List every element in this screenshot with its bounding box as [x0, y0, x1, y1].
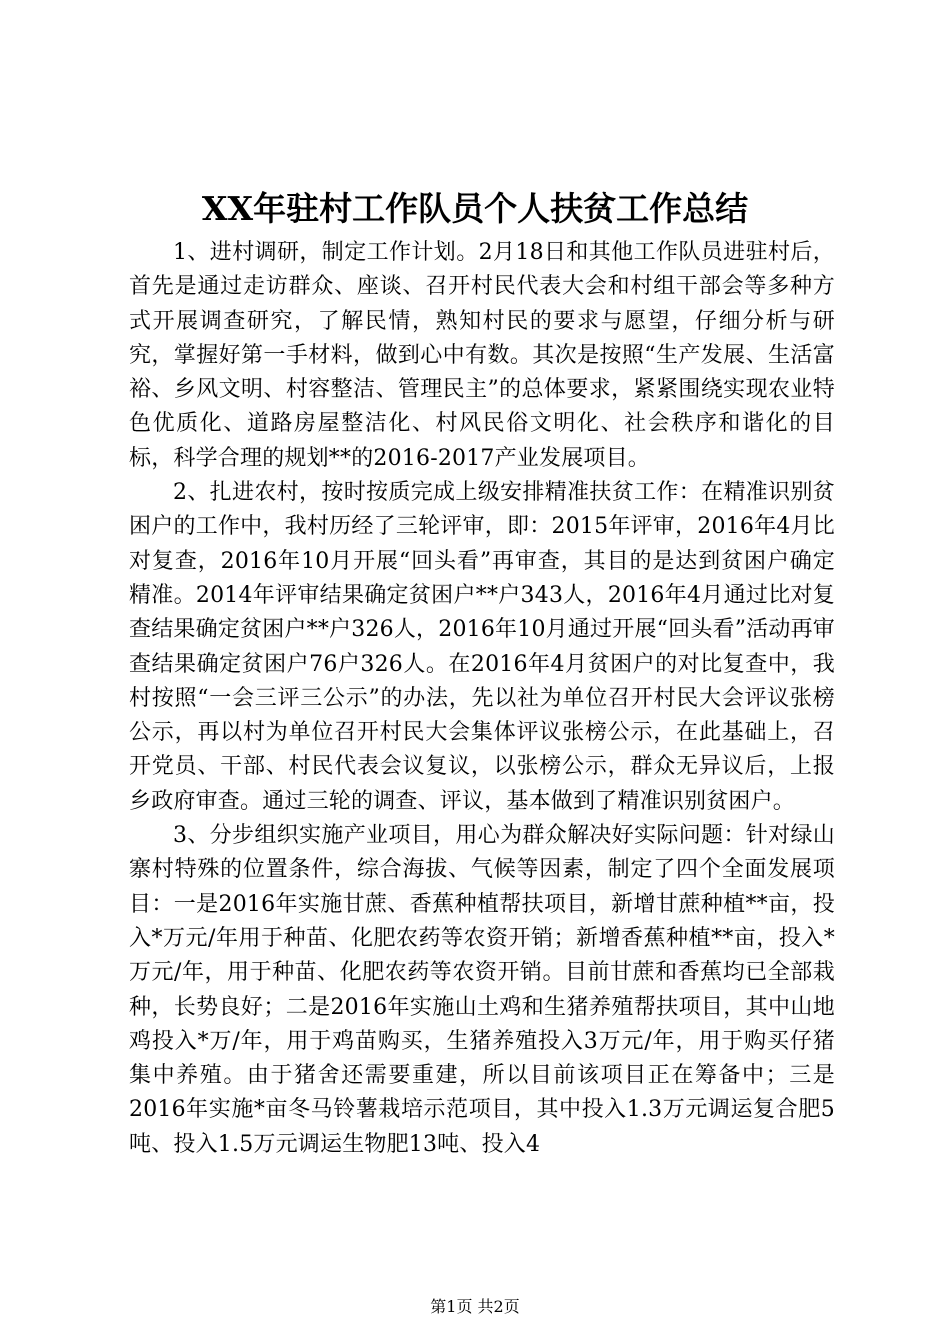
page-number-footer: 第1页 共2页: [430, 1297, 520, 1316]
paragraph-1: 1、进村调研，制定工作计划。2月18日和其他工作队员进驻村后，首先是通过走访群众、座谈、召开村民代表大会和村组干部会等多种方式开展调查研究，了解民情，熟知村民的要求与愿望，仔细分析与研究，掌握好第一手材料，做到心中有数。其次是按照“生产发展、生活富裕、乡风文明、村容整洁、管理民主”的总体要求，紧紧围绕实现农业特色优质化、道路房屋整洁化、村风民俗文明化、社会秩序和谐化的目标，科学合理的规划**的2016-2017产业发展项目。: [129, 240, 835, 471]
document-title: XX年驻村工作队员个人扶贫工作总结: [201, 189, 749, 228]
document-body: [129, 236, 835, 1162]
paragraph-2: 2、扎进农村，按时按质完成上级安排精准扶贫工作：在精准识别贫困户的工作中，我村历经了三轮评审，即：2015年评审，2016年4月比对复查，2016年10月开展“回头看”再审查，其目的是达到贫困户确定精准。2014年评审结果确定贫困户**户343人，2016年4月通过比对复查结果确定贫困户**户326人，2016年10月通过开展“回头看”活动再审查结果确定贫困户76户326人。在2016年4月贫困户的对比复查中，我村按照“一会三评三公示”的办法，先以社为单位召开村民大会评议张榜公示，再以村为单位召开村民大会集体评议张榜公示，在此基础上，召开党员、干部、村民代表会议复议，以张榜公示，群众无异议后，上报乡政府审查。通过三轮的调查、评议，基本做到了精准识别贫困户。: [129, 480, 835, 814]
paragraph-3: 3、分步组织实施产业项目，用心为群众解决好实际问题：针对绿山寨村特殊的位置条件，综合海拔、气候等因素，制定了四个全面发展项目：一是2016年实施甘蔗、香蕉种植帮扶项目，新增甘蔗种植**亩，投入*万元/年用于种苗、化肥农药等农资开销；新增香蕉种植**亩，投入*万元/年，用于种苗、化肥农药等农资开销。目前甘蔗和香蕉均已全部栽种，长势良好；二是2016年实施山土鸡和生猪养殖帮扶项目，其中山地鸡投入*万/年，用于鸡苗购买，生猪养殖投入3万元/年，用于购买仔猪集中养殖。由于猪舍还需要重建，所以目前该项目正在筹备中；三是2016年实施*亩冬马铃薯栽培示范项目，其中投入1.3万元调运复合肥5吨、投入1.5万元调运生物肥13吨、投入4: [129, 823, 835, 1157]
